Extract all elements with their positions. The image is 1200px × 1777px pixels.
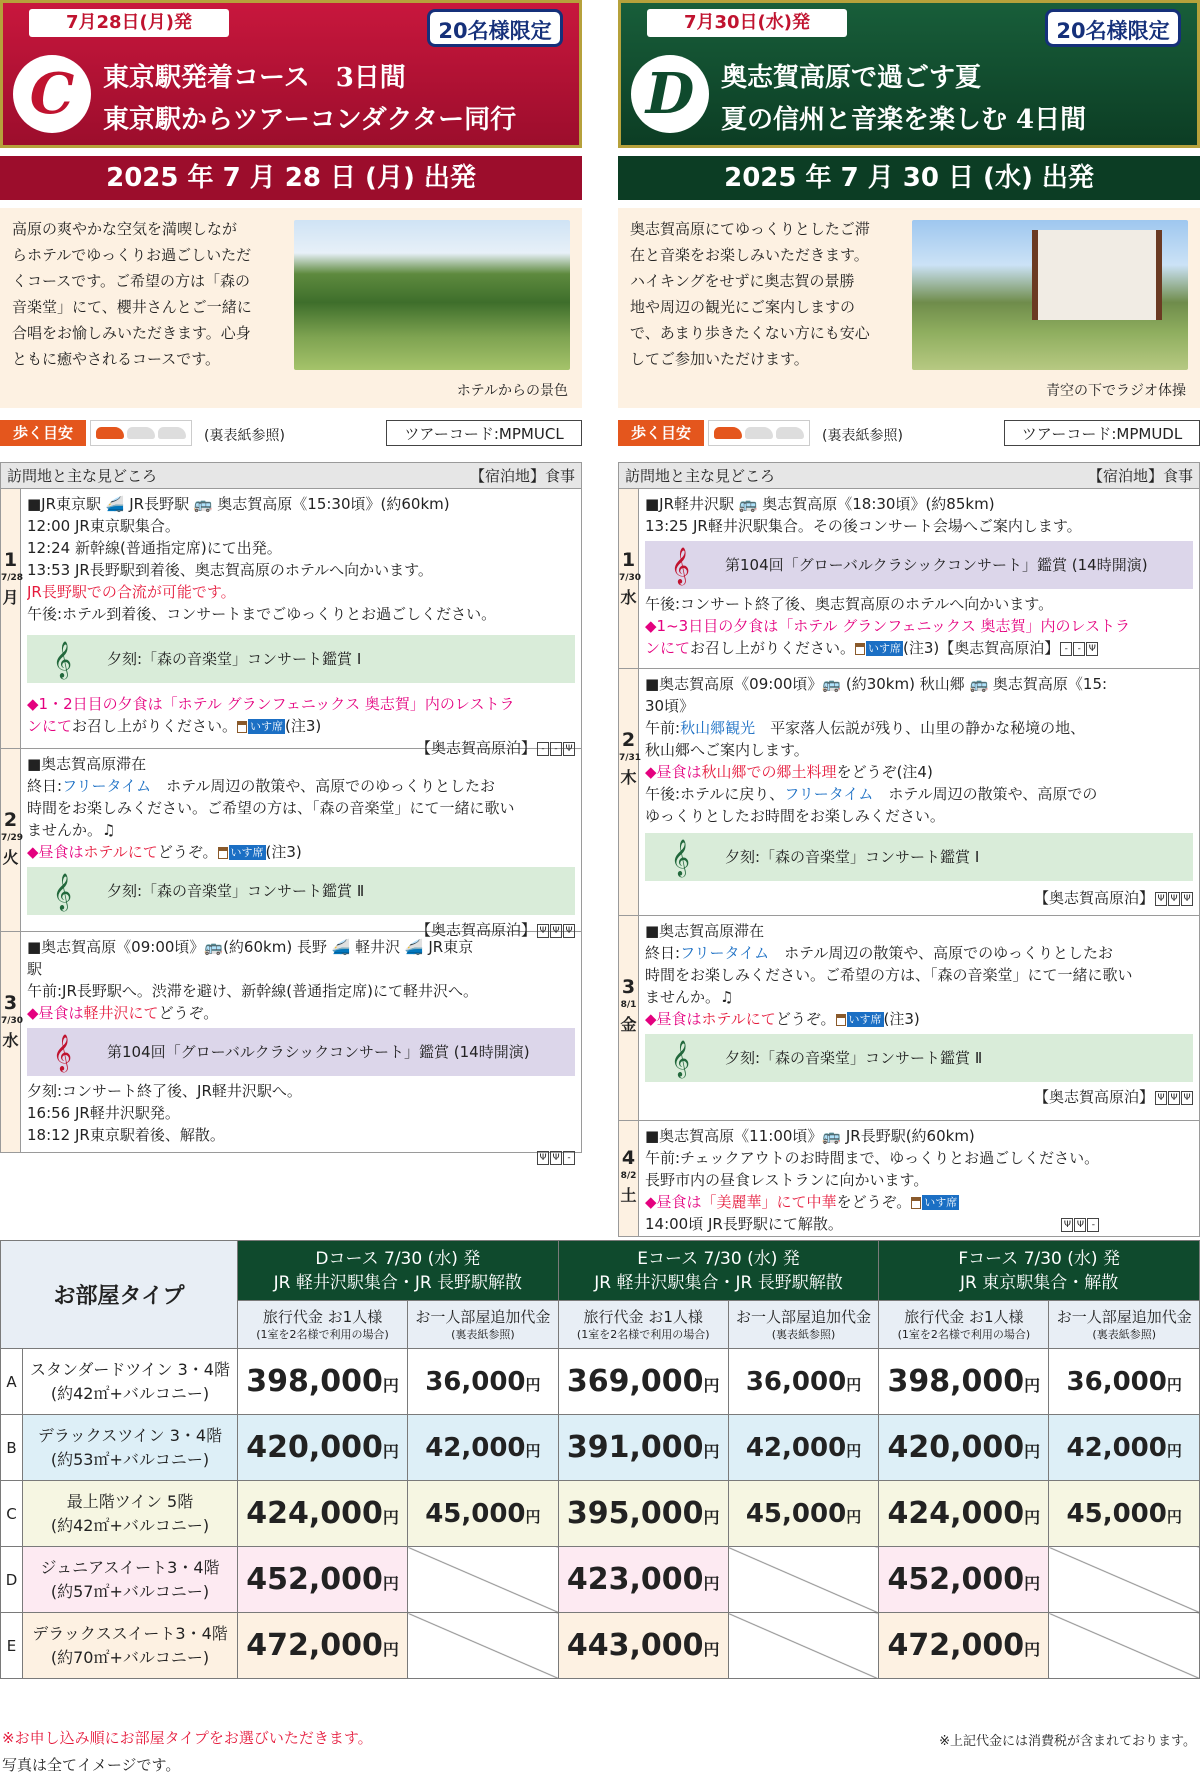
walk-shoes — [708, 420, 810, 446]
course-d-header-cell: Dコース 7/30 (水) 発 JR 軽井沢駅集合・JR 長野駅解散 — [238, 1241, 559, 1301]
course-title: 奥志賀高原で過ごす夏 — [721, 63, 982, 93]
tour-code: ツアーコード:MPMUCL — [386, 420, 582, 446]
mountain-photo — [294, 220, 570, 370]
day-3: 3 8/1 金 ■奥志賀高原滞在 終日:フリータイム ホテル周辺の散策や、高原でのゆっくりとしたお 時間をお楽しみください。ご希望の方は、「森の音楽堂」にて一緒に歌い ませんか。♫ ◆昼食はホテルにてどうぞ。 いす席 (注3) 𝄞 夕刻:「森の音楽堂」コンサート鑑賞 Ⅱ 【奥志賀高原泊】 Ψ Ψ Ψ — [619, 916, 1199, 1121]
day-label: 2 7/31 木 — [619, 669, 639, 915]
itinerary — [0, 462, 582, 1163]
walk-shoes — [90, 420, 192, 446]
treble-clef-icon: 𝄞 — [671, 838, 690, 876]
chair-seat-badge: いす席 — [868, 642, 902, 655]
price-cell: 452,000円 — [879, 1547, 1049, 1613]
table-row — [1, 1481, 1200, 1547]
concert-box: 𝄞 第104回「グローバルクラシックコンサート」鑑賞 (14時開演) — [645, 541, 1193, 589]
single-add-cell: 42,000円 — [1049, 1415, 1200, 1481]
price-cell: 420,000円 — [879, 1415, 1049, 1481]
course-subtitle: 夏の信州と音楽を楽しむ 4日間 — [721, 105, 1087, 135]
single-add-cell: 45,000円 — [728, 1481, 879, 1547]
price-cell: 398,000円 — [238, 1349, 408, 1415]
chair-icon — [911, 1197, 921, 1209]
price-cell: 391,000円 — [558, 1415, 728, 1481]
tour-code: ツアーコード:MPMUDL — [1004, 420, 1200, 446]
departure-date: 7月28日(月)発 — [29, 9, 229, 37]
departure-date: 7月30日(水)発 — [647, 9, 847, 37]
single-add-cell: 42,000円 — [408, 1415, 559, 1481]
single-add-cell: 45,000円 — [408, 1481, 559, 1547]
chair-seat-badge: いす席 — [924, 1196, 958, 1209]
price-subheader: 旅行代金 お1人様 (1室を2名様で利用の場合) — [238, 1301, 408, 1349]
price-subheader: 旅行代金 お1人様 (1室を2名様で利用の場合) — [558, 1301, 728, 1349]
day-2: 2 7/31 木 ■奥志賀高原《09:00頃》🚌 (約30km) 秋山郷 🚌 奥志賀高原《15: 30頃》 午前:秋山郷観光 平家落人伝説が残り、山里の静かな秘境の地、 秋山郷へご案内します。 ◆昼食は秋山郷での郷土料理をどうぞ(注4) 午後:ホテルに戻り、フリータイム ホテル周辺の散策や、高原での ゆっくりとしたお時間をお楽しみください。 𝄞 夕刻:「森の音楽堂」コンサート鑑賞 Ⅰ 【奥志賀高原泊】 Ψ Ψ Ψ — [619, 669, 1199, 916]
not-available-cell — [1049, 1613, 1200, 1679]
concert-box: 𝄞 夕刻:「森の音楽堂」コンサート鑑賞 Ⅱ — [645, 1034, 1193, 1082]
course-letter: C — [13, 55, 91, 133]
photo-caption: 青空の下でラジオ体操 — [1046, 383, 1186, 399]
booking-note: ※お申し込み順にお部屋タイプをお選びいただきます。 — [2, 1729, 373, 1747]
day-label: 3 8/1 金 — [619, 916, 639, 1120]
chair-seat-badge: いす席 — [230, 846, 264, 859]
room-name: ジュニアスイート3・4階 (約57㎡+バルコニー) — [23, 1547, 238, 1613]
price-cell: 395,000円 — [558, 1481, 728, 1547]
single-add-subheader: お一人部屋追加代金 (裏表紙参照) — [408, 1301, 559, 1349]
course-d — [618, 0, 1200, 1237]
departure-band: 2025 年 7 月 28 日 (月) 出発 — [0, 156, 582, 200]
itinerary — [618, 462, 1200, 1237]
day-label: 1 7/28 月 — [1, 489, 21, 748]
single-add-cell: 45,000円 — [1049, 1481, 1200, 1547]
price-cell: 443,000円 — [558, 1613, 728, 1679]
day-label: 4 8/2 土 — [619, 1121, 639, 1236]
course-d-header — [618, 0, 1200, 148]
room-name: スタンダードツイン 3・4階 (約42㎡+バルコニー) — [23, 1349, 238, 1415]
day-label: 2 7/29 火 — [1, 749, 21, 931]
row-id: A — [1, 1349, 23, 1415]
room-name: 最上階ツイン 5階 (約42㎡+バルコニー) — [23, 1481, 238, 1547]
course-subtitle: 東京駅からツアーコンダクター同行 — [103, 105, 517, 135]
price-cell: 452,000円 — [238, 1547, 408, 1613]
walk-label: 歩く目安 — [0, 420, 86, 446]
row-id: D — [1, 1547, 23, 1613]
shoe-icon — [96, 427, 124, 439]
single-add-cell: 42,000円 — [728, 1415, 879, 1481]
walk-level — [618, 416, 1200, 452]
concert-box: 𝄞 夕刻:「森の音楽堂」コンサート鑑賞 Ⅱ — [27, 867, 575, 915]
course-title: 東京駅発着コース 3日間 — [103, 63, 406, 93]
chair-icon — [218, 847, 228, 859]
itinerary-header: 訪問地と主な見どころ 【宿泊地】食事 — [619, 463, 1199, 489]
walk-ref: (裏表紙参照) — [204, 428, 285, 444]
intro — [0, 208, 582, 408]
price-cell: 472,000円 — [879, 1613, 1049, 1679]
intro — [618, 208, 1200, 408]
table-row — [1, 1547, 1200, 1613]
day-4: 4 8/2 土 ■奥志賀高原《11:00頃》🚌 JR長野駅(約60km) 午前:チェックアウトのお時間まで、ゆっくりとお過ごしください。 長野市内の昼食レストランに向かいます。 ◆昼食は「美麗華」にて中華をどうぞ。 いす席 14:00頃 JR長野駅にて解散。 Ψ Ψ - — [619, 1121, 1199, 1236]
intro-text: 高原の爽やかな空気を満喫しなが らホテルでゆっくりお過ごしいただ くコースです。ご希望の方は「森の 音楽堂」にて、櫻井さんとご一緒に 合唱をお愉しみいただきます。心身 ともに癒やされるコースです。 — [12, 220, 252, 368]
single-add-cell: 36,000円 — [1049, 1349, 1200, 1415]
chair-icon — [836, 1014, 846, 1026]
shoe-icon — [127, 427, 155, 439]
not-available-cell — [728, 1547, 879, 1613]
single-add-subheader: お一人部屋追加代金 (裏表紙参照) — [728, 1301, 879, 1349]
concert-box: 𝄞 夕刻:「森の音楽堂」コンサート鑑賞 Ⅰ — [27, 635, 575, 683]
concert-box: 𝄞 夕刻:「森の音楽堂」コンサート鑑賞 Ⅰ — [645, 833, 1193, 881]
price-cell: 398,000円 — [879, 1349, 1049, 1415]
walk-label: 歩く目安 — [618, 420, 704, 446]
price-cell: 424,000円 — [879, 1481, 1049, 1547]
chair-seat-badge: いす席 — [250, 720, 284, 733]
course-c — [0, 0, 582, 1163]
chair-seat-badge: いす席 — [848, 1013, 882, 1026]
course-f-header-cell: Fコース 7/30 (水) 発 JR 東京駅集合・解散 — [879, 1241, 1200, 1301]
walk-ref: (裏表紙参照) — [822, 428, 903, 444]
day-1: 1 7/28 月 ■JR東京駅 🚄 JR長野駅 🚌 奥志賀高原《15:30頃》(約60km) 12:00 JR東京駅集合。 12:24 新幹線(普通指定席)にて出発。 13:53 JR長野駅到着後、奥志賀高原のホテルへ向かいます。 JR長野駅での合流が可能です。 午後:ホテル到着後、コンサートまでごゆっくりとお過ごしください。 𝄞 夕刻:「森の音楽堂」コンサート鑑賞 Ⅰ ◆1・2日目の夕食は「ホテル グランフェニックス 奥志賀」内のレストラ ンにてお召し上がりください。 いす席 (注3) 【奥志賀高原泊】 - - Ψ — [1, 489, 581, 749]
day-1: 1 7/30 水 ■JR軽井沢駅 🚌 奥志賀高原《18:30頃》(約85km) 13:25 JR軽井沢駅集合。その後コンサート会場へご案内します。 𝄞 第104回「グローバルクラシックコンサート」鑑賞 (14時開演) 午後:コンサート終了後、奥志賀高原のホテルへ向かいます。 ◆1~3日目の夕食は「ホテル グランフェニックス 奥志賀」内のレストラ ンにてお召し上がりください。 いす席 (注3)【奥志賀高原泊】 - - Ψ — [619, 489, 1199, 669]
room-type-header: お部屋タイプ — [1, 1241, 238, 1349]
shoe-icon — [745, 427, 773, 439]
table-row — [1, 1415, 1200, 1481]
departure-band: 2025 年 7 月 30 日 (水) 出発 — [618, 156, 1200, 200]
treble-clef-icon: 𝄞 — [53, 1033, 72, 1071]
room-name: デラックススイート3・4階 (約70㎡+バルコニー) — [23, 1613, 238, 1679]
shoe-icon — [714, 427, 742, 439]
concert-box: 𝄞 第104回「グローバルクラシックコンサート」鑑賞 (14時開演) — [27, 1028, 575, 1076]
day-label: 1 7/30 水 — [619, 489, 639, 668]
price-cell: 472,000円 — [238, 1613, 408, 1679]
table-row — [1, 1613, 1200, 1679]
row-id: E — [1, 1613, 23, 1679]
not-available-cell — [408, 1547, 559, 1613]
treble-clef-icon: 𝄞 — [53, 640, 72, 678]
itinerary-header: 訪問地と主な見どころ 【宿泊地】食事 — [1, 463, 581, 489]
single-add-cell: 36,000円 — [408, 1349, 559, 1415]
shoe-icon — [776, 427, 804, 439]
hotel-photo — [912, 220, 1188, 370]
day-3: 3 7/30 水 ■奥志賀高原《09:00頃》🚌(約60km) 長野 🚄 軽井沢 🚄 JR東京 駅 午前:JR長野駅へ。渋滞を避け、新幹線(普通指定席)にて軽井沢へ。 ◆昼食は軽井沢にてどうぞ。 𝄞 第104回「グローバルクラシックコンサート」鑑賞 (14時開演) 夕刻:コンサート終了後、JR軽井沢駅へ。 16:56 JR軽井沢駅発。 18:12 JR東京駅着後、解散。 Ψ Ψ - — [1, 932, 581, 1152]
price-table — [0, 1240, 1200, 1679]
chair-icon — [855, 643, 865, 655]
walk-level — [0, 416, 582, 452]
room-name: デラックスツイン 3・4階 (約53㎡+バルコニー) — [23, 1415, 238, 1481]
table-row — [1, 1349, 1200, 1415]
not-available-cell — [408, 1613, 559, 1679]
tax-note: ※上記代金には消費税が含まれております。 — [939, 1734, 1196, 1749]
not-available-cell — [728, 1613, 879, 1679]
price-cell: 420,000円 — [238, 1415, 408, 1481]
day-label: 3 7/30 水 — [1, 932, 21, 1152]
not-available-cell — [1049, 1547, 1200, 1613]
row-id: B — [1, 1415, 23, 1481]
limit-badge: 20名様限定 — [427, 9, 563, 47]
course-c-header — [0, 0, 582, 148]
photo-caption: ホテルからの景色 — [456, 383, 568, 399]
treble-clef-icon: 𝄞 — [53, 872, 72, 910]
course-e-header-cell: Eコース 7/30 (水) 発 JR 軽井沢駅集合・JR 長野駅解散 — [558, 1241, 879, 1301]
treble-clef-icon: 𝄞 — [671, 1039, 690, 1077]
photo-note: 写真は全てイメージです。 — [2, 1756, 181, 1774]
price-cell: 424,000円 — [238, 1481, 408, 1547]
day-2: 2 7/29 火 ■奥志賀高原滞在 終日:フリータイム ホテル周辺の散策や、高原でのゆっくりとしたお 時間をお楽しみください。ご希望の方は、「森の音楽堂」にて一緒に歌い ませんか。♫ ◆昼食はホテルにてどうぞ。 いす席 (注3) 𝄞 夕刻:「森の音楽堂」コンサート鑑賞 Ⅱ 【奥志賀高原泊】 Ψ Ψ Ψ — [1, 749, 581, 932]
price-cell: 423,000円 — [558, 1547, 728, 1613]
course-letter: D — [631, 55, 709, 133]
intro-text: 奥志賀高原にてゆっくりとしたご滞 在と音楽をお楽しみいただきます。 ハイキングをせずに奥志賀の景勝 地や周辺の観光にご案内しますの で、あまり歩きたくない方にも安心 してご参加いただけます。 — [630, 220, 870, 368]
single-add-cell: 36,000円 — [728, 1349, 879, 1415]
treble-clef-icon: 𝄞 — [671, 546, 690, 584]
price-cell: 369,000円 — [558, 1349, 728, 1415]
limit-badge: 20名様限定 — [1045, 9, 1181, 47]
row-id: C — [1, 1481, 23, 1547]
chair-icon — [237, 721, 247, 733]
price-subheader: 旅行代金 お1人様 (1室を2名様で利用の場合) — [879, 1301, 1049, 1349]
single-add-subheader: お一人部屋追加代金 (裏表紙参照) — [1049, 1301, 1200, 1349]
shoe-icon — [158, 427, 186, 439]
